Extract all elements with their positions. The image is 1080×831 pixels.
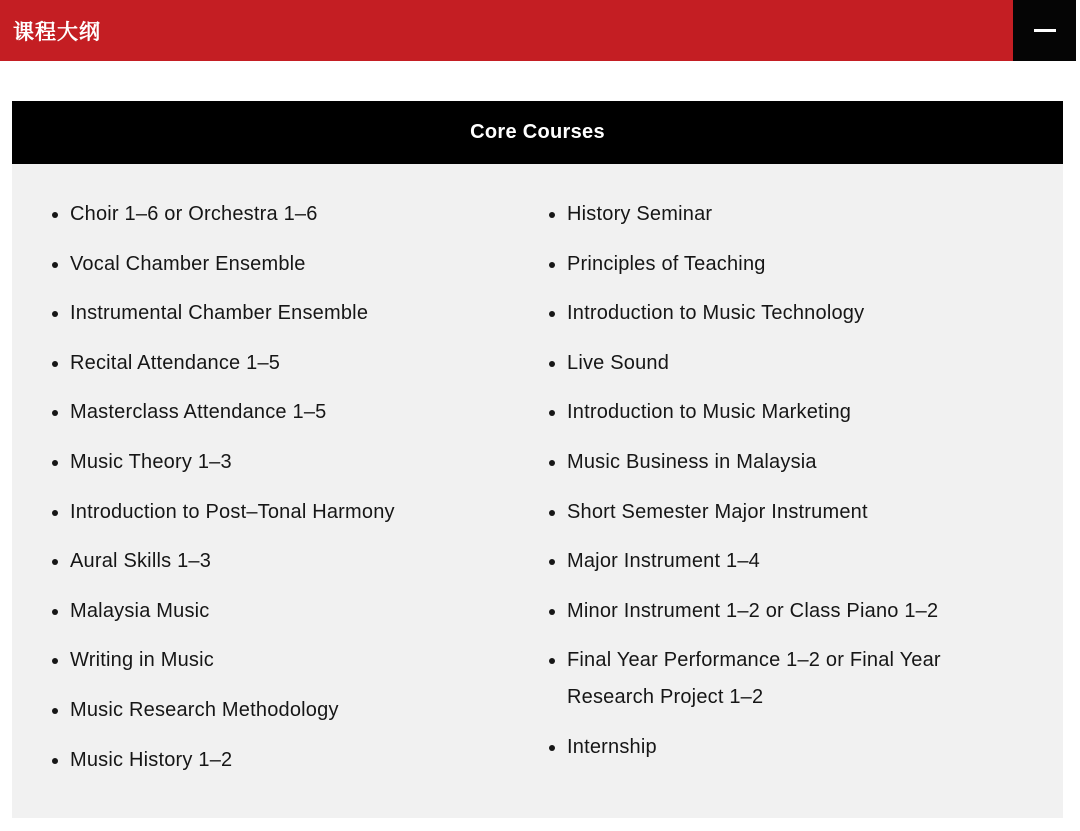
list-item: Music Research Methodology: [52, 692, 522, 729]
list-item: Major Instrument 1–4: [549, 543, 1019, 580]
list-item: Final Year Performance 1–2 or Final Year Research Project 1–2: [549, 642, 1019, 716]
accordion-title: 课程大纲: [13, 19, 101, 44]
list-item: Vocal Chamber Ensemble: [52, 246, 522, 283]
list-item: Aural Skills 1–3: [52, 543, 522, 580]
list-item: Internship: [549, 729, 1019, 766]
course-list-right: [549, 196, 1019, 779]
list-item: Malaysia Music: [52, 593, 522, 630]
card-header: [12, 101, 1063, 164]
list-item: Recital Attendance 1–5: [52, 345, 522, 382]
accordion-header[interactable]: [0, 0, 1013, 61]
list-item: Live Sound: [549, 345, 1019, 382]
list-item: Minor Instrument 1–2 or Class Piano 1–2: [549, 593, 1019, 630]
list-item: Music Business in Malaysia: [549, 444, 1019, 481]
list-item: Principles of Teaching: [549, 246, 1019, 283]
list-item: Writing in Music: [52, 642, 522, 679]
minus-icon: [1034, 29, 1056, 32]
list-item: Introduction to Music Marketing: [549, 394, 1019, 431]
collapse-toggle-button[interactable]: [1013, 0, 1076, 61]
list-item: Music History 1–2: [52, 742, 522, 779]
list-item: Introduction to Post–Tonal Harmony: [52, 494, 522, 531]
card-title: Core Courses: [470, 121, 605, 143]
list-item: Introduction to Music Technology: [549, 295, 1019, 332]
list-item: Music Theory 1–3: [52, 444, 522, 481]
core-courses-card: [12, 101, 1063, 818]
list-item: Short Semester Major Instrument: [549, 494, 1019, 531]
list-item: Instrumental Chamber Ensemble: [52, 295, 522, 332]
list-item: Choir 1–6 or Orchestra 1–6: [52, 196, 522, 233]
list-item: History Seminar: [549, 196, 1019, 233]
list-item: Masterclass Attendance 1–5: [52, 394, 522, 431]
course-list-left: [52, 196, 522, 791]
